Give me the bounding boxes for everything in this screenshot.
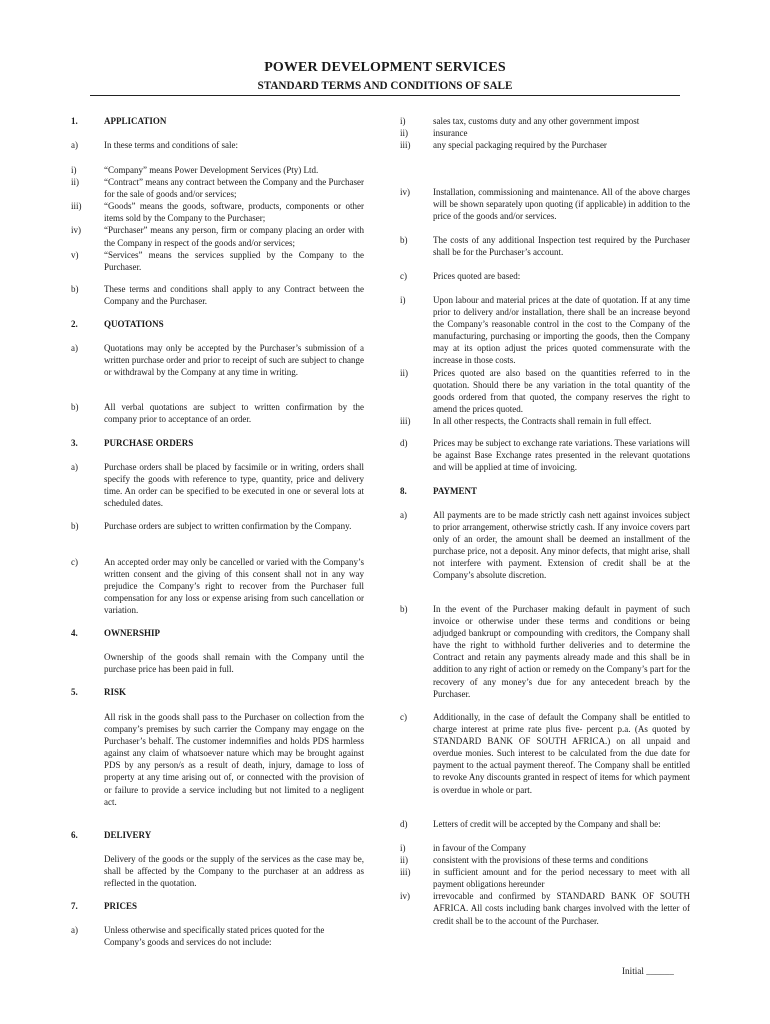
section-quotations-heading: 2. QUOTATIONS [71,319,164,329]
clause-2b: b) All verbal quotations are subject to written confirmation by the company prior to acceptance of an order. [71,402,364,425]
list-item: iv) “Purchaser” means any person, firm or company placing an order with the Company in respect of the goods and/or services; [71,225,364,248]
clause-3c: c) An accepted order may only be cancelled or varied with the Company’s written consent and the giving of this consent shall not in any way prejudice the Company’s right to recover from the Purchaser full compensation for any loss or expense arising from such cancellation or variation. [71,557,364,616]
clause-7d: d) Prices may be subject to exchange rate variations. These variations will be against Base Exchange rates presented in the relevant quotations and will be applied at time of invoicing. [400,438,691,473]
clause-3a: a) Purchase orders shall be placed by facsimile or in writing, orders shall specify the goods with reference to type, quantity, price and delivery time. An order can be specified to be executed in one or several lots at scheduled dates. [71,462,364,509]
clause-6: Delivery of the goods or the supply of the services as the case may be, shall be affected by the Company to the purchaser at an address as reflected in the quotation. [104,854,364,889]
clause-1a: a) In these terms and conditions of sale: [71,140,238,150]
list-item: i) sales tax, customs duty and any other government impost [400,116,640,126]
price-basis-list [400,294,690,427]
list-item: ii) insurance [400,128,468,139]
section-payment-heading: 8. PAYMENT [400,486,478,496]
list-item: ii) consistent with the provisions of these terms and conditions [400,855,648,866]
list-item: ii) Prices quoted are also based on the quantities referred to in the quotation. Should there be any variation in the total quantity of the goods ordered from that quoted, the company reserves the right to amend the prices quoted. [400,367,690,414]
clause-1b: b) These terms and conditions shall apply to any Contract between the Company and the Purchaser. [71,284,364,307]
clause-8d: d) Letters of credit will be accepted by the Company and shall be: [400,819,661,829]
section-purchase-orders-heading: 3. PURCHASE ORDERS [71,438,194,448]
section-ownership-heading: 4. OWNERSHIP [71,628,161,638]
title-rule [90,95,680,96]
clause-7a-iv: iv) Installation, commissioning and maintenance. All of the above charges will be shown separately upon quoting (if applicable) in addition to the price of the goods and/or services. [400,187,690,222]
clause-8c: c) Additionally, in the case of default the Company shall be entitled to charge interest at prime rate plus five- percent p.a. (As quoted by STANDARD BANK OF SOUTH AFRICA.) on all unpaid and overdue monies. Such interest to be calculated from the due date for payment to the actual payment thereof. The Company shall be entitled to revoke Any discounts granted in respect of items for which payment is overdue in whole or part. [400,712,690,795]
section-title: APPLICATION [104,116,167,126]
list-item: i) Upon labour and material prices at the date of quotation. If at any time prior to delivery and/or installation, there shall be an increase beyond the Company’s reasonable control in the cost to the Company of the manufacturing, purchasing or importing the goods, then the Company may at its option adjust the prices quoted commensurate with the increase in those costs. [400,295,690,366]
initial-signature-field: Initial ______ [622,966,674,976]
list-item: iii) In all other respects, the Contracts shall remain in full effect. [400,415,652,426]
clause-2a: a) Quotations may only be accepted by the Purchaser’s submission of a written purchase order and prior to receipt of such are subject to change or withdrawal by the Company at any time in writing. [71,343,364,378]
clause-8b: b) In the event of the Purchaser making default in payment of such invoice or otherwise under these terms and conditions or being adjudged bankrupt or compounding with creditors, the Company shall have the right to withhold further deliveries and to determine the Contract and retain any payments already made and this shall be in addition to any right of action or remedy on the Company’s part for the recovery of any money’s due for any antecedent breach by the Purchaser. [400,604,690,699]
price-exclusions-list [400,115,690,151]
clause-3b: b) Purchase orders are subject to written confirmation by the Company. [71,521,352,531]
list-item: iii) any special packaging required by the Purchaser [400,140,607,151]
section-application-heading [71,115,364,127]
section-delivery-heading: 6. DELIVERY [71,830,152,840]
clause-5: All risk in the goods shall pass to the Purchaser on collection from the company’s premises by such carrier the Company may engage on the Purchaser’s behalf. The customer indemnifies and holds PDS harmless against any claim of whatsoever nature which may be brought against PDS by any person/s as a result of death, injury, damage to loss of property at any time arising out of, or connected with the provision of or failure to provide a service including but not limited to a negligent act. [104,712,364,807]
clause-8a: a) All payments are to be made strictly cash nett against invoices subject to prior arrangement, otherwise strictly cash. If any invoice covers part only of an order, the amount shall be deemed an installment of the purchase price, not a deposit. Any minor defects, that might arise, shall not interfere with payment. Extension of credit shall be at the Company’s absolute discretion. [400,510,690,581]
section-number: 1. [71,116,78,126]
document-subtitle: STANDARD TERMS AND CONDITIONS OF SALE [257,80,513,92]
clause-7b: b) The costs of any additional Inspection test required by the Purchaser shall be for the Purchaser’s account. [400,235,690,258]
clause-7c: c) Prices quoted are based: [400,271,521,281]
list-item: iii) “Goods” means the goods, software, products, components or other items sold by the Company to the Purchaser; [71,201,364,224]
list-item: v) “Services” means the services supplied by the Company to the Purchaser. [71,249,364,272]
letter-of-credit-list [400,842,690,927]
list-item: iv) irrevocable and confirmed by STANDARD BANK OF SOUTH AFRICA. All costs including bank charges involved with the letter of credit shall be to the account of the Purchaser. [400,891,690,926]
document-title: POWER DEVELOPMENT SERVICES [264,60,506,75]
list-item: ii) “Contract” means any contract between the Company and the Purchaser for the sale of goods and/or services; [71,177,364,200]
section-prices-heading: 7. PRICES [71,901,138,911]
list-item: iii) in sufficient amount and for the period necessary to meet with all payment obligations hereunder [400,867,690,890]
clause-7a: a) Unless otherwise and specifically stated prices quoted for the Company’s goods and services do not include: [71,925,325,948]
section-risk-heading: 5. RISK [71,687,127,697]
list-item: i) in favour of the Company [400,843,526,853]
definitions-list [71,164,364,273]
list-item: i) “Company” means Power Development Services (Pty) Ltd. [71,165,319,175]
clause-4: Ownership of the goods shall remain with the Company until the purchase price has been paid in full. [104,652,364,675]
